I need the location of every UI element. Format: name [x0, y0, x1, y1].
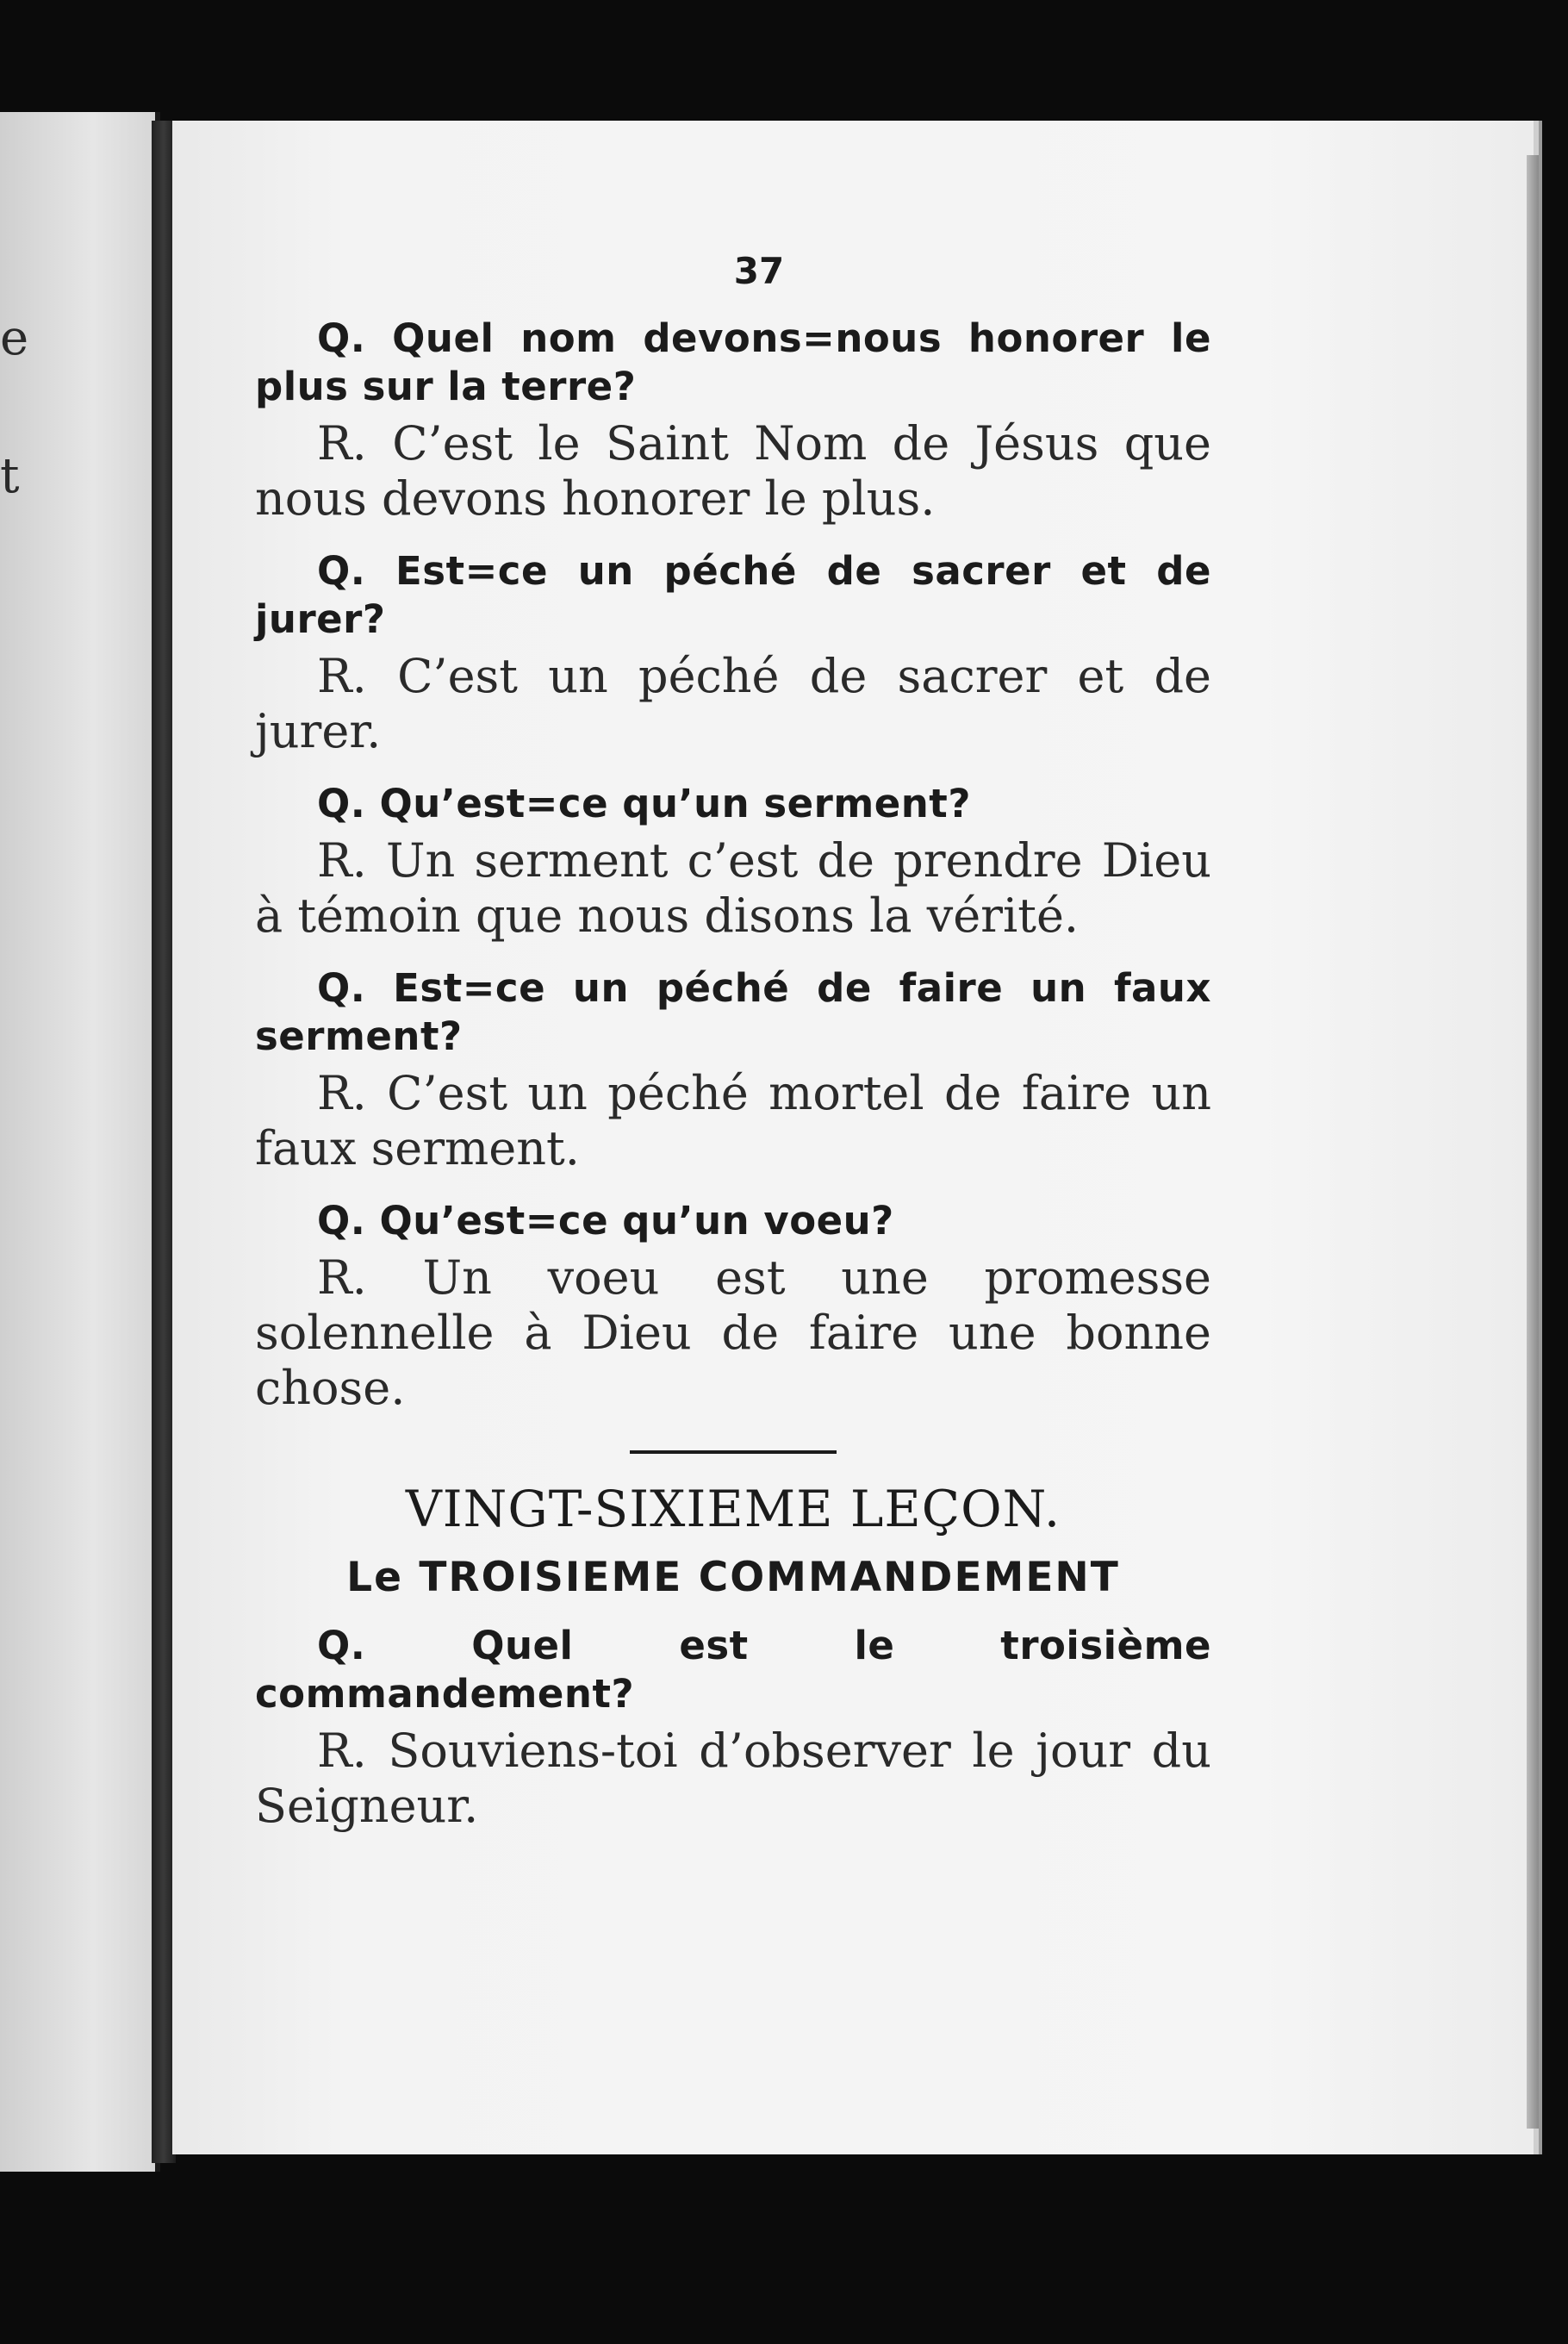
facing-page-fragment: e — [0, 310, 29, 366]
qa-block — [255, 315, 1211, 527]
answer: R. Un serment c’est de prendre Dieu à témoin que nous disons la vérité. — [255, 833, 1211, 943]
question: Q. Quel est le troisième commandement? — [255, 1623, 1211, 1717]
qa-block — [255, 1197, 1211, 1416]
facing-page — [0, 112, 160, 2172]
qa-block — [255, 780, 1211, 944]
section-divider — [630, 1450, 837, 1454]
answer: R. C’est le Saint Nom de Jésus que nous devons honorer le plus. — [255, 416, 1211, 526]
lesson-title: VINGT-SIXIEME LEÇON. — [405, 1480, 1061, 1538]
answer: R. C’est un péché mortel de faire un faux serment. — [255, 1066, 1211, 1175]
lesson-subtitle: Le TROISIEME COMMANDEMENT — [346, 1554, 1120, 1601]
question: Q. Quel nom devons=nous honorer le plus sur la terre? — [255, 315, 1211, 409]
answer: R. C’est un péché de sacrer et de jurer. — [255, 649, 1211, 758]
page-content — [255, 250, 1211, 1849]
qa-block — [255, 964, 1211, 1176]
question: Q. Est=ce un péché de faire un faux serment? — [255, 965, 1211, 1059]
answer: R. Un voeu est une promesse solennelle à Dieu de faire une bonne chose. — [255, 1250, 1211, 1415]
question: Q. Est=ce un péché de sacrer et de jurer? — [255, 548, 1211, 642]
question: Q. Qu’est=ce qu’un serment? — [317, 781, 971, 826]
qa-block — [255, 547, 1211, 759]
answer: R. Souviens-toi d’observer le jour du Seigneur. — [255, 1724, 1211, 1833]
facing-page-fragment: t — [0, 448, 20, 504]
page-edge — [1527, 155, 1539, 2129]
qa-block — [255, 1622, 1211, 1834]
page-number: 37 — [733, 250, 785, 292]
question: Q. Qu’est=ce qu’un voeu? — [317, 1198, 894, 1244]
